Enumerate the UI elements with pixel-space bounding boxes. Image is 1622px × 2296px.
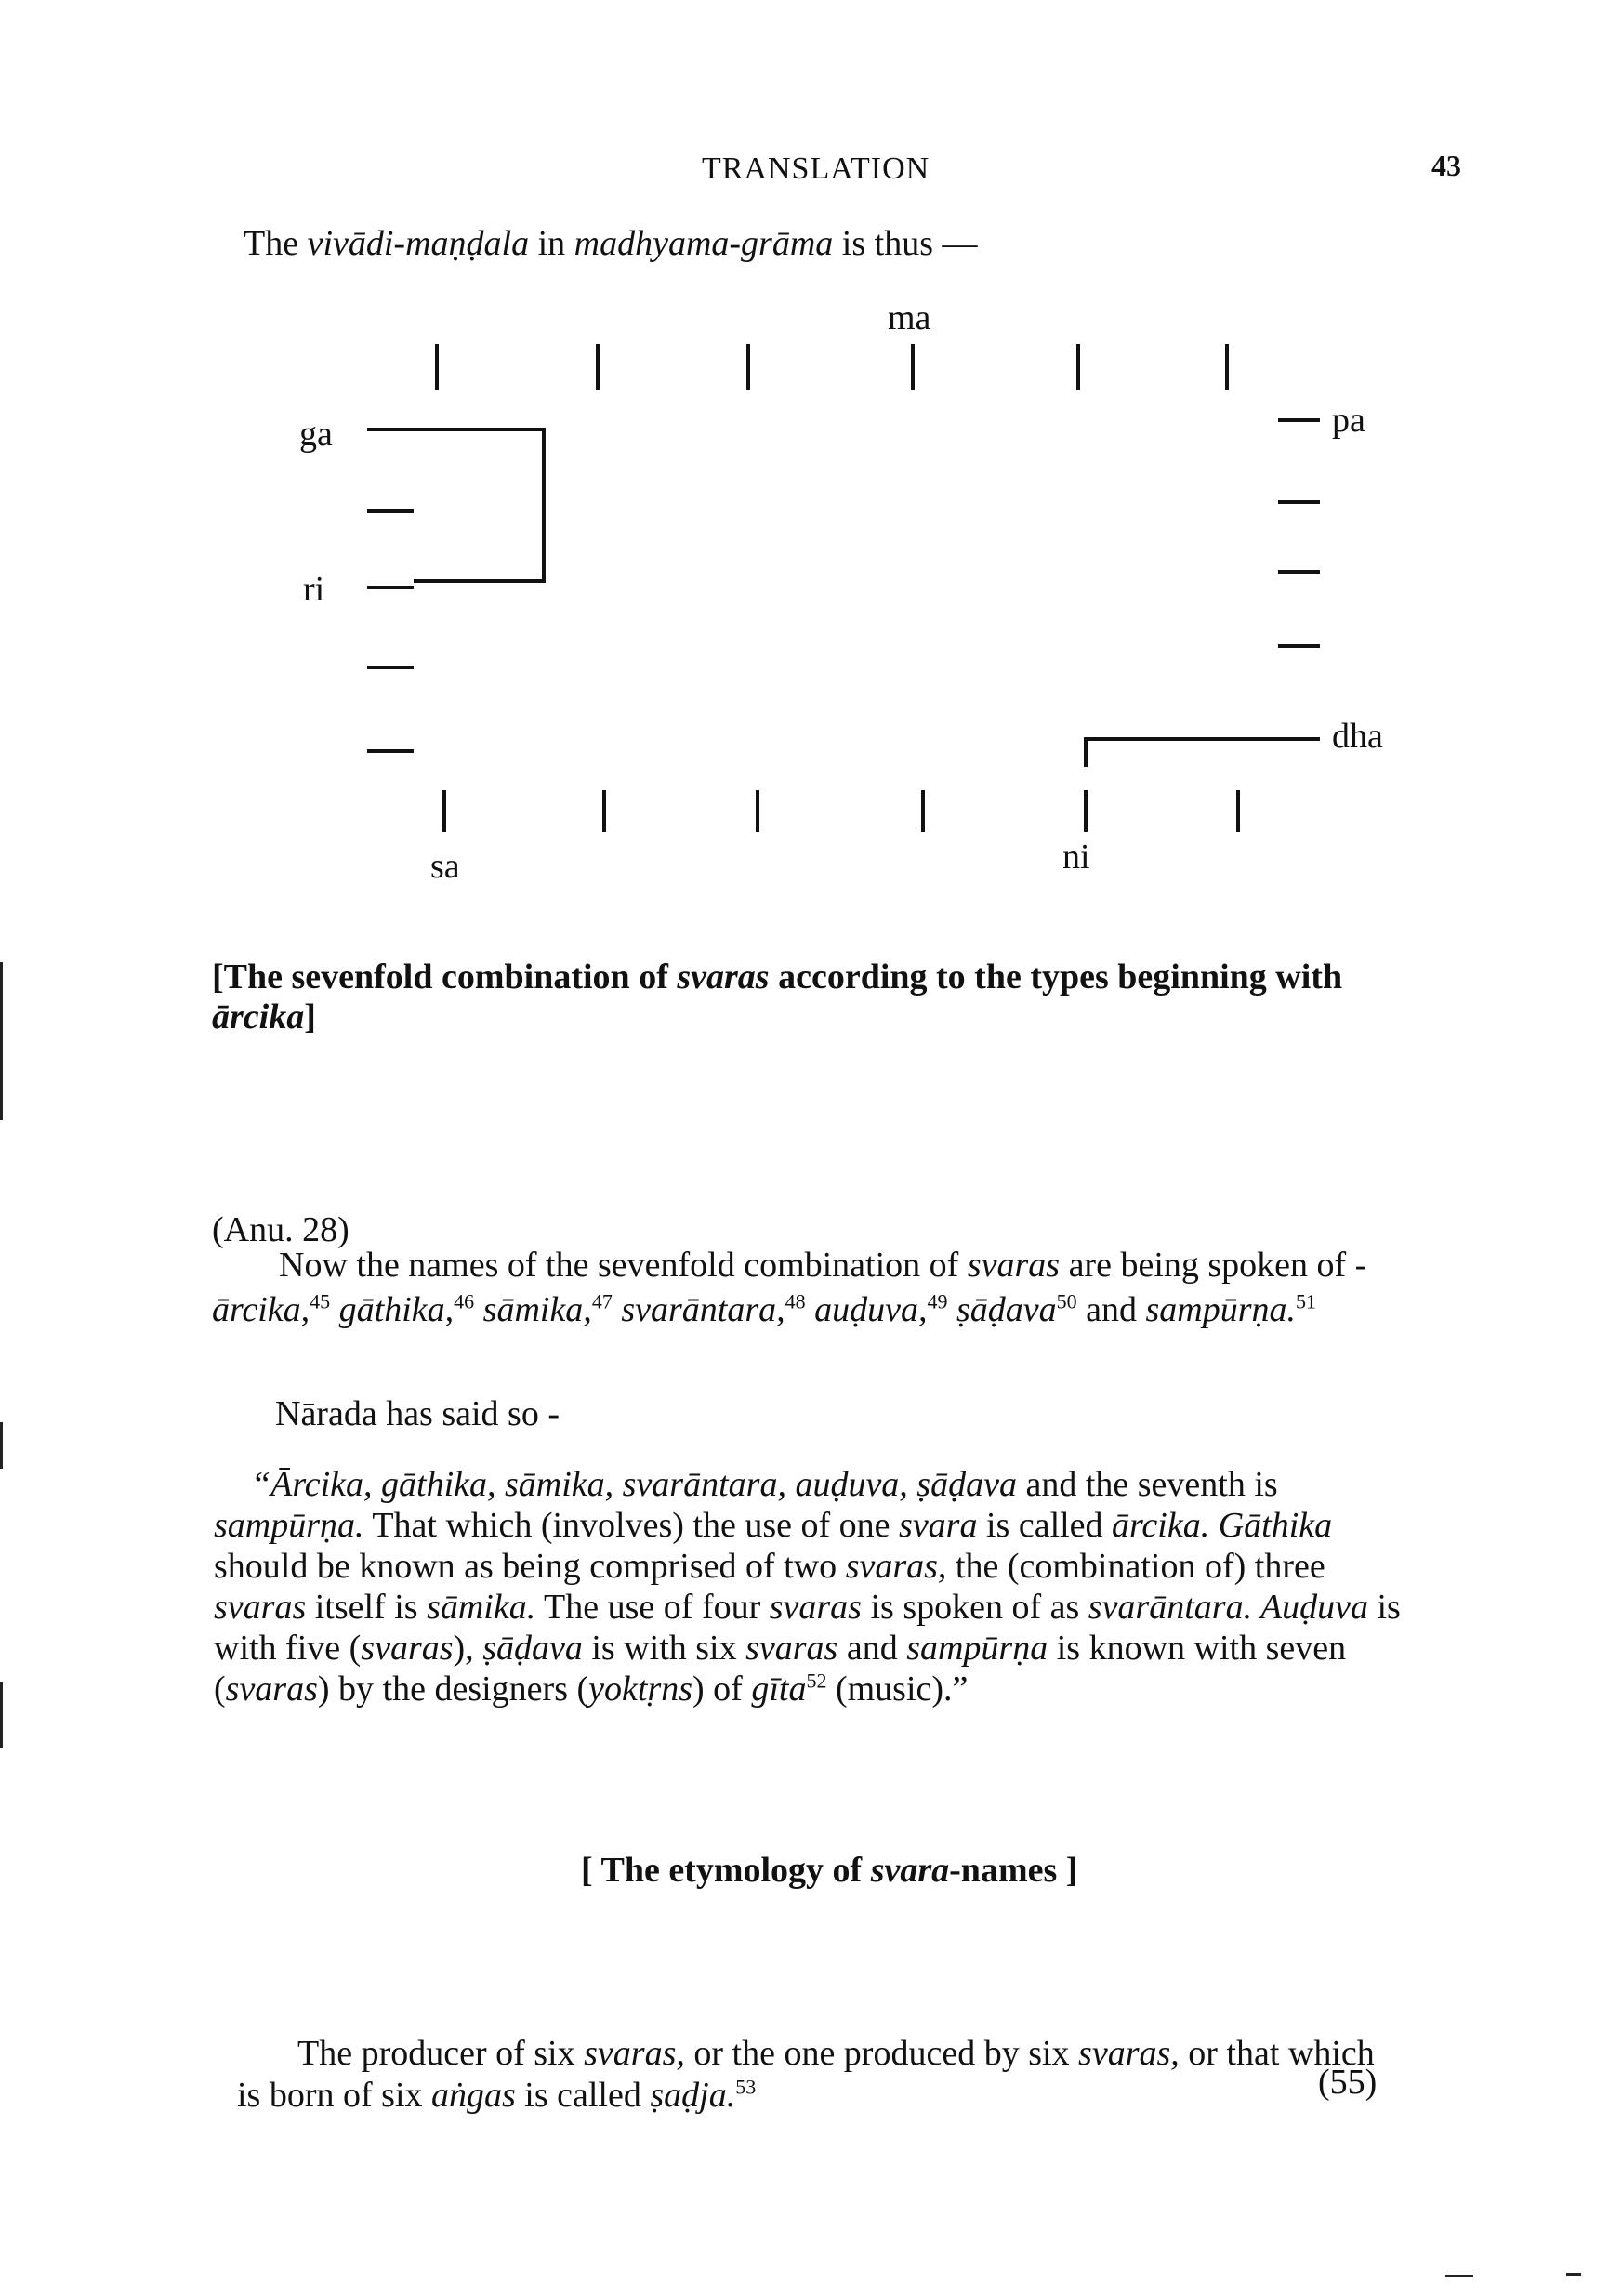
scan-edge-mark [0, 962, 3, 1120]
anu-names-line: ārcika,$^{45}$ gāthika,$^{46}$ sāmika,$^{47}$ svarāntara,$^{48}$ auḍuva,$^{49}$ ṣāḍava$^{50}$ and sampūrṇa.$^{51}$ [212, 1289, 1317, 1329]
label-ri: ri [303, 570, 325, 609]
label-dha: dha [1332, 717, 1383, 756]
label-pa: pa [1332, 401, 1365, 440]
final-line-2: is born of six aṅgas is called ṣaḍja.$^{53}$ [237, 2075, 757, 2115]
label-ga: ga [299, 415, 333, 454]
final-line-1: The producer of six svaras, or the one produced by six svaras, or that which [297, 2034, 1375, 2073]
scan-speck [1445, 2275, 1473, 2277]
label-sa: sa [430, 847, 460, 886]
narada-line: Nārada has said so - [275, 1394, 560, 1433]
scan-edge-mark [0, 1682, 3, 1748]
anu-reference: (Anu. 28) [212, 1210, 349, 1249]
narada-quote: “Ārcika, gāthika, sāmika, svarāntara, auḍuva, ṣāḍava and the seventh is sampūrṇa. That which (involves) the use of one svara is called ārcika. Gāthika should be known as being comprised of two svaras, the (combination of) three svaras itself is sāmika. The use of four svaras is spoken of as svarāntara. Auḍuva is with five (svaras), ṣāḍava is with six svaras and sampūrṇa is known with seven (svaras) by the designers (yoktṛns) of gīta$^{52}$ (music).” [214, 1465, 1401, 1709]
ni-dha-bracket [1086, 739, 1320, 767]
vivadi-mandala-diagram [0, 0, 1622, 930]
label-ni: ni [1062, 838, 1090, 877]
label-ma: ma [888, 298, 931, 337]
section-heading-etymology: [ The etymology of svara-names ] [581, 1851, 1078, 1890]
section-heading-combination: [The sevenfold combination of svaras according to the types beginning with ārcika] [212, 957, 1343, 1036]
ga-ri-bracket [414, 429, 544, 581]
page-number: 43 [1431, 149, 1461, 182]
running-head: TRANSLATION [702, 152, 930, 186]
verse-number: (55) [1318, 2063, 1378, 2102]
intro-line: The vivādi-maṇḍala in madhyama-grāma is thus — [244, 224, 978, 263]
scan-edge-mark [0, 1422, 3, 1469]
anu-line-1: Now the names of the sevenfold combination of svaras are being spoken of - [279, 1246, 1367, 1285]
scan-speck [1566, 2273, 1581, 2276]
